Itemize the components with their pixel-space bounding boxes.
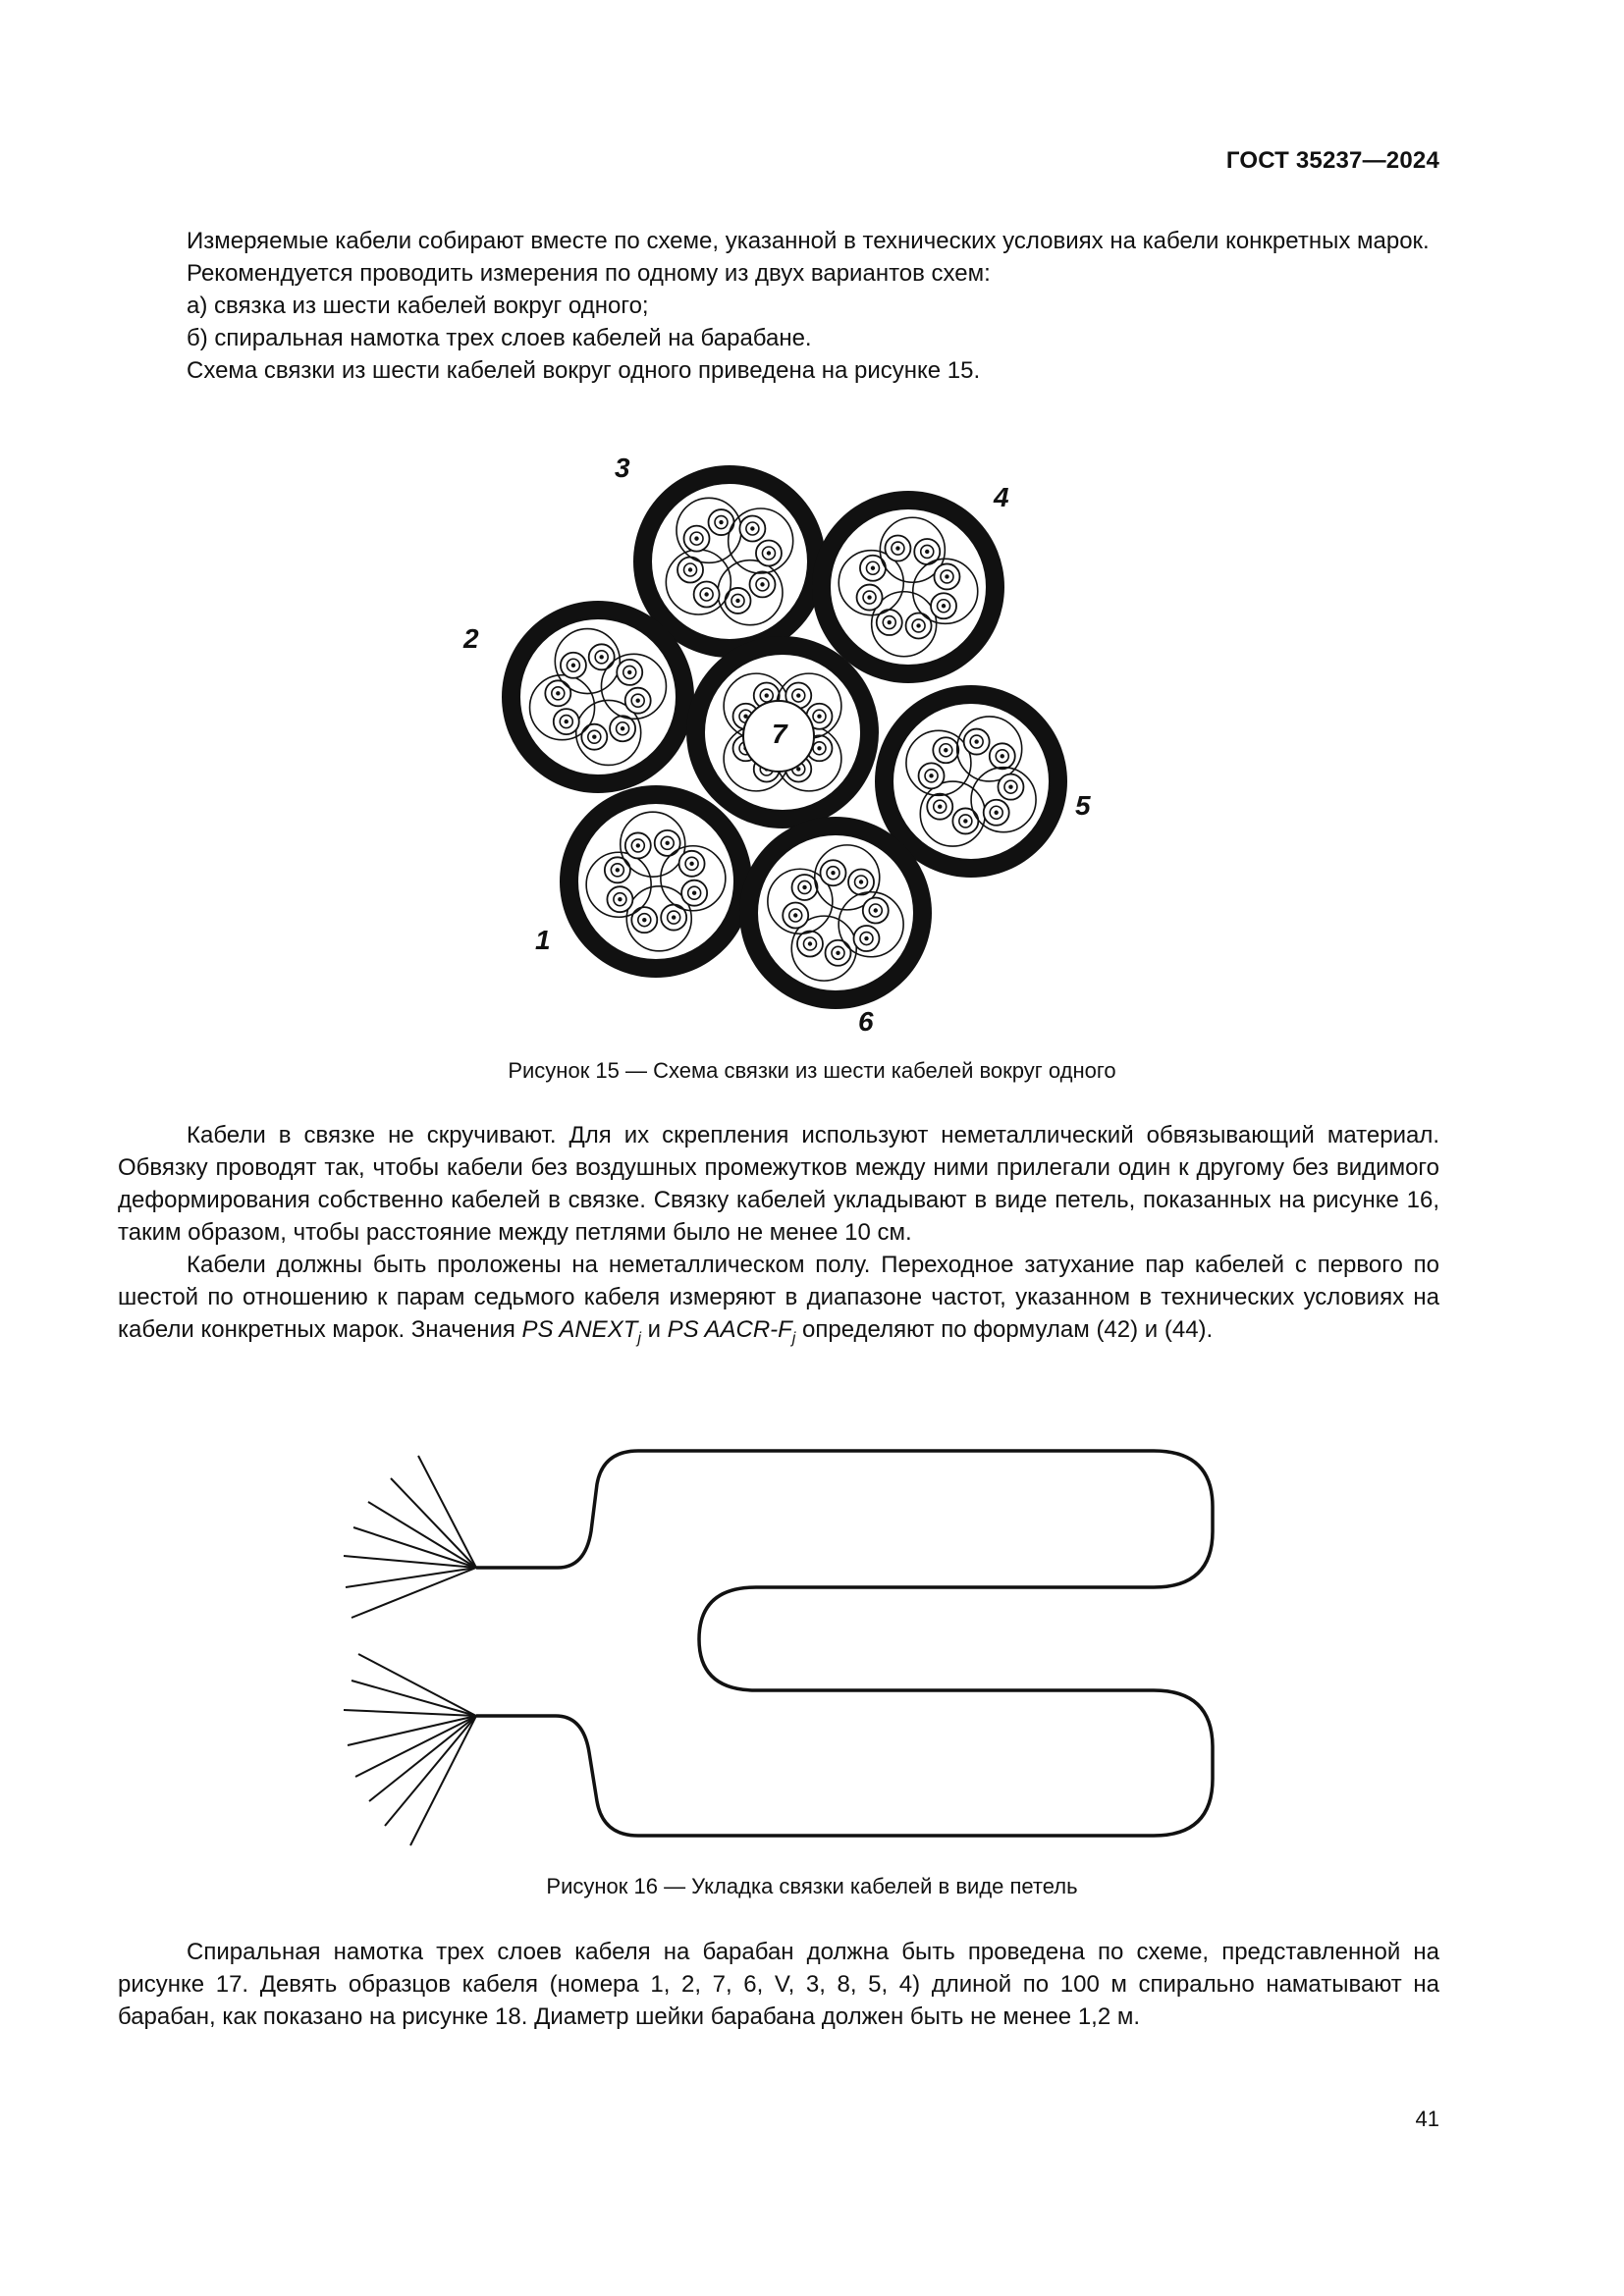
cable-label-2: 2	[463, 623, 479, 654]
cable-label-3: 3	[615, 453, 630, 483]
ps-anext-term: PS ANEXT	[521, 1316, 638, 1343]
figure-15-caption: Рисунок 15 — Схема связки из шести кабелей вокруг одного	[508, 1058, 1116, 1083]
paragraph: Кабели в связке не скручивают. Для их скрепления используют неметаллический обвязывающий материал. Обвязку проводят так, чтобы кабели без воздушных промежутков между ними прилегали один к другому без видимого деформирования собственно кабелей в связке. Связку кабелей укладывают в виде петель, показанных на рисунке 16, таким образом, чтобы расстояние между петлями было не менее 10 см.	[118, 1122, 1439, 1246]
cable-label-7: 7	[772, 719, 787, 749]
text-run: и	[640, 1316, 668, 1343]
cable-label-4: 4	[994, 482, 1009, 512]
text-run: определяют по формулам (42) и (44).	[795, 1316, 1214, 1343]
paragraph: Рекомендуется проводить измерения по одному из двух вариантов схем:	[187, 260, 991, 287]
lower-wire-fan	[344, 1654, 476, 1845]
figure-16-caption: Рисунок 16 — Укладка связки кабелей в виде петель	[546, 1874, 1078, 1898]
paragraph: Измеряемые кабели собирают вместе по схеме, указанной в технических условиях на кабели конкретных марок.	[187, 228, 1430, 254]
paragraph: Схема связки из шести кабелей вокруг одного приведена на рисунке 15.	[187, 357, 981, 384]
ps-aacr-term: PS AACR-F	[667, 1316, 792, 1343]
upper-cable-path	[476, 1451, 1213, 1836]
subscript-j: j	[791, 1329, 796, 1347]
wire-end	[385, 1716, 476, 1826]
closing-text	[118, 1936, 1439, 2033]
wire-end	[352, 1568, 476, 1618]
paragraph: Спиральная намотка трех слоев кабеля на барабан должна быть проведена по схеме, представленной на рисунке 17. Девять образцов кабеля (номера 1, 2, 7, 6, V, 3, 8, 5, 4) длиной по 100 м спирально наматывают на барабан, как показано на рисунке 18. Диаметр шейки барабана должен быть не менее 1,2 м.	[118, 1939, 1439, 2030]
cable-label-5: 5	[1075, 790, 1091, 821]
wire-end	[355, 1716, 476, 1777]
page-number: 41	[1415, 2107, 1439, 2131]
cable-label-1: 1	[535, 925, 551, 955]
cable-label-6: 6	[858, 1006, 874, 1037]
list-item: б) спиральная намотка трех слоев кабелей на барабане.	[187, 325, 812, 351]
wire-end	[410, 1716, 476, 1845]
upper-wire-fan	[344, 1456, 476, 1618]
wire-end	[346, 1568, 476, 1587]
text-run: Кабели должны быть проложены на неметаллическом полу. Переходное затухание пар кабелей с первого по шестой по отношению к парам седьмого кабеля измеряют в диапазоне частот, указанном в технических условиях на кабели конкретных марок. Значения	[118, 1252, 1439, 1343]
subscript-j: j	[637, 1329, 641, 1347]
document-number: ГОСТ 35237—2024	[1225, 147, 1439, 174]
wire-end	[358, 1654, 476, 1716]
list-item: а) связка из шести кабелей вокруг одного;	[187, 293, 649, 319]
